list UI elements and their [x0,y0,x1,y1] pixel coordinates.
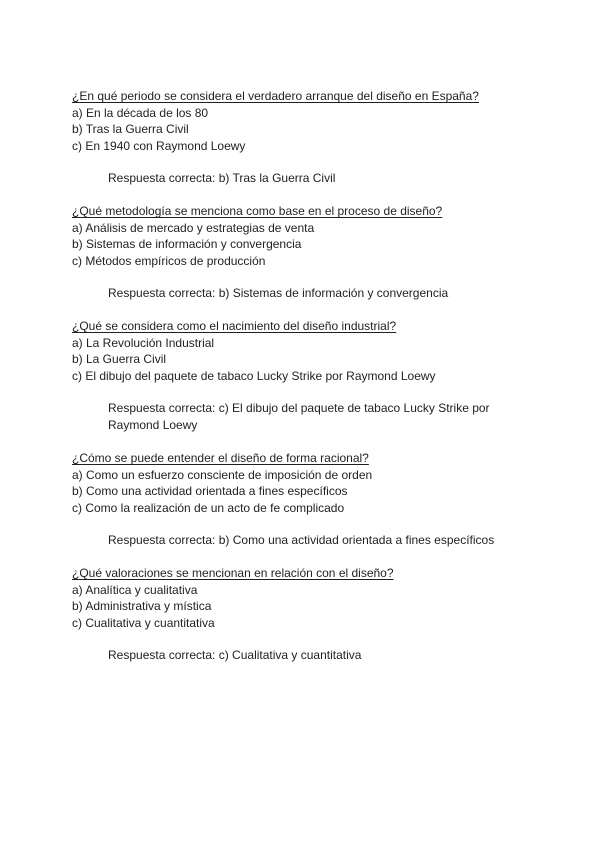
question-3-option-c: c) El dibujo del paquete de tabaco Lucky Strike por Raymond Loewy [72,368,436,383]
question-block-4 [72,450,542,549]
question-3-option-a: a) La Revolución Industrial [72,335,215,350]
question-5-option-b: b) Administrativa y mística [72,599,212,614]
question-1-answer: Respuesta correcta: b) Tras la Guerra Civil [108,171,336,186]
question-4-option-a: a) Como un esfuerzo consciente de imposición de orden [72,467,373,482]
question-2-option-a: a) Análisis de mercado y estrategias de venta [72,220,315,235]
question-5-answer: Respuesta correcta: c) Cualitativa y cuantitativa [108,648,362,663]
question-1-option-b: b) Tras la Guerra Civil [72,122,189,137]
question-4-option-c: c) Como la realización de un acto de fe complicado [72,500,345,515]
question-1-option-c: c) En 1940 con Raymond Loewy [72,138,246,153]
question-5-text: ¿Qué valoraciones se mencionan en relación con el diseño? [72,566,394,580]
question-block-1 [72,88,542,187]
question-4-answer: Respuesta correcta: b) Como una actividad orientada a fines específicos [108,533,495,548]
question-2-text: ¿Qué metodología se menciona como base en el proceso de diseño? [72,204,443,218]
question-5-option-c: c) Cualitativa y cuantitativa [72,615,215,630]
question-1-option-a: a) En la década de los 80 [72,105,209,120]
question-block-3 [72,318,542,434]
question-2-answer: Respuesta correcta: b) Sistemas de información y convergencia [108,286,449,301]
question-3-answer: Respuesta correcta: c) El dibujo del paquete de tabaco Lucky Strike por Raymond Loewy [108,401,490,433]
question-3-option-b: b) La Guerra Civil [72,352,167,367]
question-2-option-c: c) Métodos empíricos de producción [72,253,266,268]
question-5-option-a: a) Analítica y cualitativa [72,582,198,597]
question-1-text: ¿En qué periodo se considera el verdadero arranque del diseño en España? [72,89,479,103]
question-block-5 [72,565,542,664]
question-block-2 [72,203,542,302]
question-4-text: ¿Cómo se puede entender el diseño de forma racional? [72,451,369,465]
question-2-option-b: b) Sistemas de información y convergencia [72,237,302,252]
question-3-text: ¿Qué se considera como el nacimiento del diseño industrial? [72,319,397,333]
question-4-option-b: b) Como una actividad orientada a fines específicos [72,484,348,499]
